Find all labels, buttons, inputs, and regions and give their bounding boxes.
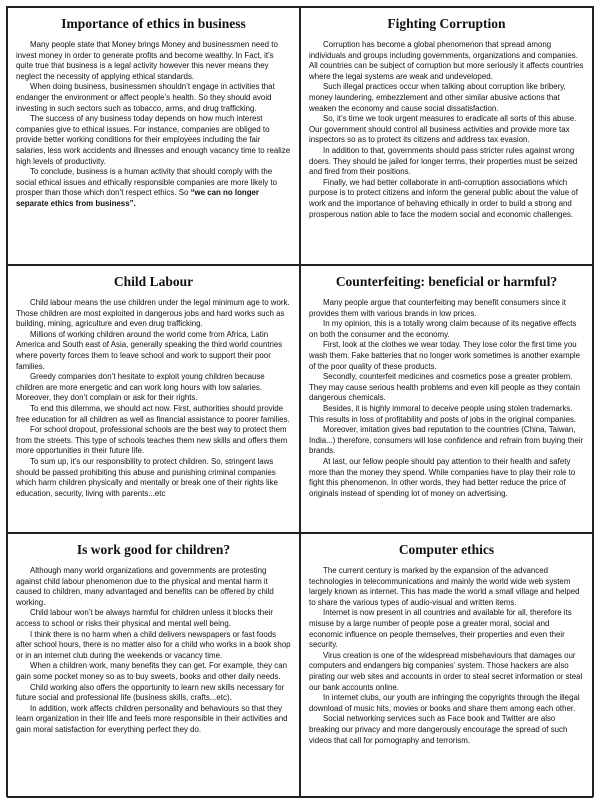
paragraph: To end this dilemma, we should act now. First, authorities should provide free education for all children as well as financial assistance to poorer families. <box>16 403 290 424</box>
paragraph: Child working also offers the opportunity to learn new skills necessary for future social and professional life (business skills, crafts...etc). <box>16 682 285 703</box>
paragraph: Finally, we had better collaborate in anti-corruption associations which purpose is to protect citizens and inform the general public about the value of work and the importance of behaving ethically in order to build a strong and prosperous nation able to face the modern social and economic challenges. <box>309 177 578 219</box>
paragraph: Virus creation is one of the widespread misbehaviours that damages our computers and endangers big companies’ system. Those hackers are also pirating our web sites and accounts in order to steal secret information or steal our bank accounts online. <box>309 650 583 692</box>
section-child-labour <box>7 265 300 533</box>
essay-grid <box>6 6 594 797</box>
section-title: Is work good for children? <box>76 542 231 557</box>
paragraph: At last, our fellow people should pay attention to their health and safety more than the money they spend. While companies have to play their role to fight this phenomenon. In other words, they had better reduce the price of originals instead of spending lot of money on advertising. <box>309 456 576 498</box>
closing-quote: “we can no longer separate ethics from business”. <box>16 188 259 208</box>
paragraph: Many people argue that counterfeiting may benefit consumers since it provides them with various brands in low prices. <box>309 298 566 318</box>
paragraph: Secondly, counterfeit medicines and cosmetics pose a greater problem. They may cause serious health problems and even kill people as they contain dangerous chemicals. <box>309 372 581 403</box>
paragraph: First, look at the clothes we wear today. They lose color the first time you wash them. Fake batteries that no longer work sometimes is another example of the poor quality of these products. <box>309 340 581 371</box>
section-title: Fighting Corruption <box>387 16 506 31</box>
paragraph: When a children work, many benefits they can get. For example, they can gain some pocket money so as to buy sweets, books and other daily needs. <box>16 661 288 681</box>
section-fighting-corruption <box>300 7 593 265</box>
paragraph: For school dropout, professional schools are the best way to protect them from the streets. This type of schools teaches them new skills and offers them more opportunities in their future life. <box>16 425 288 456</box>
section-ethics-in-business <box>7 7 300 265</box>
paragraph-text: To conclude, business is a human activity that should comply with the social ethical issues and ethically responsible companies are more likely to prosper than those which don’t respect ethics. So <box>16 167 277 198</box>
section-title: Child Labour <box>113 274 194 289</box>
section-computer-ethics <box>300 533 593 798</box>
section-title: Computer ethics <box>398 542 495 557</box>
paragraph: In my opinion, this is a totally wrong claim because of its negative effects on both the consumer and the economy. <box>309 319 577 339</box>
paragraph: Child labour means the use children under the legal minimum age to work. Those children are most exploited in dangerous jobs and hard works such as building, mining, agriculture and even drug trafficking. <box>16 298 290 329</box>
section-work-good-for-children <box>7 533 300 798</box>
paragraph: Besides, it is highly immoral to deceive people using stolen trademarks. This results in loss of profitability and posts of jobs in the original companies. <box>309 403 577 424</box>
paragraph: Internet is now present in all countries and available for all, therefore its misuse by a large number of people pose a greater moral, social and economic influence on people themselves, their properties and even their security. <box>309 608 572 650</box>
paragraph: Social networking services such as Face book and Twitter are also breaking our privacy and more dangerously encourage the spread of such videos that call for pornography and terrorism. <box>309 714 568 745</box>
paragraph: Although many world organizations and governments are protesting against child labour phenomenon due to the physical and mental harm it caused to children, many advantaged and benefits can be offered by child working. <box>16 566 274 607</box>
paragraph: Corruption has become a global phenomenon that spread among individuals and groups including governments, organizations and companies. All countries can be subject of corruption but more seriously it affects countries where the legal systems are weak and undeveloped. <box>309 40 584 81</box>
section-title: Importance of ethics in business <box>61 16 246 31</box>
paragraph: The success of any business today depends on how much interest companies give to ethical issues. For instance, companies are obliged to provide better working conditions for their employees including the fair salaries, less work accidents and illnesses and enough vacancy time to realize high levels of productivity. <box>16 114 291 166</box>
section-title: Counterfeiting: beneficial or harmful? <box>335 274 558 289</box>
paragraph: Such illegal practices occur when talking about corruption like bribery, money laundering, embezzlement and other similar abusive actions that weaken the economy and cause social dissatisfaction. <box>309 82 566 113</box>
paragraph: In addition, work affects children personality and behaviours so that they learn organization in their life and feels more responsible in their activities and gain moral satisfaction for everything perfect they do. <box>16 703 288 734</box>
paragraph: Many people state that Money brings Money and businessmen need to invest money in order to generate profits and become wealthy. In Fact, it’s quite true that business is a legal activity however this never means they neglect the necessity of applying ethical standards. <box>16 40 278 81</box>
paragraph: So, it’s time we took urgent measures to eradicate all sorts of this abuse. Our government should control all business activities and provide more tax inspectors so as to protect its citizens and address tax evasion. <box>309 114 577 145</box>
paragraph: Millions of working children around the world come from Africa, Latin America and South east of Asia, generally speaking the third world countries where poverty forces them to leave school and work to support their poor families. <box>16 329 283 371</box>
paragraph: Moreover, imitation gives bad reputation to the countries (China, Taiwan, India...) therefore, consumers will lose confidence and refrain from buying their brands. <box>309 425 584 456</box>
paragraph: To sum up, it’s our responsibility to protect children. So, stringent laws should be passed prohibiting this abuse and punishing criminal companies which harm children physically and mentally or break one of their rights like education, security, living with parents...etc <box>16 456 278 498</box>
paragraph: In internet clubs, our youth are infringing the copyrights through the illegal download of music hits, movies or books and share them among each other. <box>309 693 580 713</box>
paragraph: Child labour won’t be always harmful for children unless it blocks their access to school or risks their physical and mental well being. <box>16 608 273 628</box>
paragraph: The current century is marked by the expansion of the advanced technologies in telecommunications and mainly the world wide web system largely known as internet. This has made the world a small village and helped to share the various types of audio-visual and written items. <box>309 566 580 607</box>
paragraph: I think there is no harm when a child delivers newspapers or fast foods after school hours, there is no matter also for a child who works in a book shop or in an internet club during the weekends or vacancy time. <box>16 629 291 660</box>
paragraph: When doing business, businessmen shouldn’t engage in activities that endanger the environment or affect people’s health. So they should avoid investing in such sectors such as tobacco, arms, and drug trafficking. <box>16 82 275 113</box>
section-counterfeiting <box>300 265 593 533</box>
paragraph: Greedy companies don’t hesitate to exploit young children because children are more energetic and can work long hours with low salaries. Moreover, they don’t complain or ask for their rights. <box>16 372 265 403</box>
paragraph: In addition to that, governments should pass stricter rules against wrong doers. They should be jailed for longer terms, their properties must be seized and fired from their positions. <box>309 145 578 177</box>
paragraph-with-quote <box>16 167 291 209</box>
